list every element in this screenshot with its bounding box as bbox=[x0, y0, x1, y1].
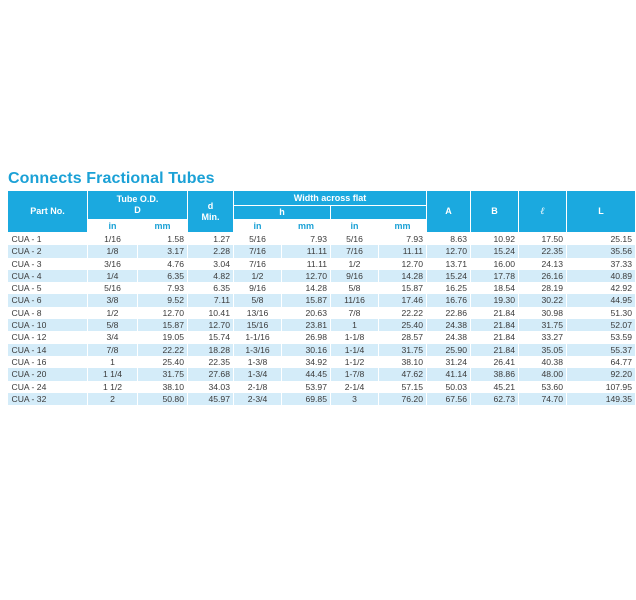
table-header bbox=[8, 191, 636, 233]
cell-H-in: 3 bbox=[331, 393, 379, 405]
cell-h-in: 1/2 bbox=[234, 270, 282, 282]
cell-d-min: 22.35 bbox=[188, 356, 234, 368]
cell-H-in: 5/16 bbox=[331, 233, 379, 246]
cell-h-mm: 14.28 bbox=[282, 282, 331, 294]
cell-b: 17.78 bbox=[471, 270, 519, 282]
cell-l-big: 107.95 bbox=[567, 381, 636, 393]
cell-d-min: 18.28 bbox=[188, 344, 234, 356]
header-tube-od-label: Tube O.D. bbox=[116, 194, 159, 204]
cell-b: 26.41 bbox=[471, 356, 519, 368]
cell-l-big: 40.89 bbox=[567, 270, 636, 282]
header-in: in bbox=[234, 220, 282, 233]
cell-tube-od-in: 1 1/2 bbox=[88, 381, 138, 393]
cell-H-in: 1-1/4 bbox=[331, 344, 379, 356]
cell-part-no: CUA - 16 bbox=[8, 356, 88, 368]
spec-table bbox=[7, 190, 636, 405]
cell-H-mm: 25.40 bbox=[379, 319, 427, 331]
cell-l-small: 30.98 bbox=[519, 307, 567, 319]
cell-h-in: 5/16 bbox=[234, 233, 282, 246]
header-part-no: Part No. bbox=[8, 191, 88, 233]
cell-b: 10.92 bbox=[471, 233, 519, 246]
cell-h-in: 7/16 bbox=[234, 245, 282, 257]
table-row bbox=[8, 245, 636, 257]
cell-l-big: 64.77 bbox=[567, 356, 636, 368]
cell-tube-od-in: 1 bbox=[88, 356, 138, 368]
cell-h-mm: 7.93 bbox=[282, 233, 331, 246]
cell-part-no: CUA - 32 bbox=[8, 393, 88, 405]
cell-b: 21.84 bbox=[471, 344, 519, 356]
cell-H-mm: 76.20 bbox=[379, 393, 427, 405]
header-tube-od bbox=[88, 191, 188, 220]
cell-H-mm: 14.28 bbox=[379, 270, 427, 282]
cell-H-in: 1 bbox=[331, 319, 379, 331]
cell-l-big: 35.56 bbox=[567, 245, 636, 257]
cell-H-mm: 17.46 bbox=[379, 294, 427, 306]
cell-a: 31.24 bbox=[427, 356, 471, 368]
cell-l-small: 48.00 bbox=[519, 368, 567, 380]
cell-tube-od-mm: 19.05 bbox=[138, 331, 188, 343]
cell-tube-od-in: 3/16 bbox=[88, 258, 138, 270]
cell-d-min: 3.04 bbox=[188, 258, 234, 270]
header-d-min bbox=[188, 191, 234, 233]
header-d-symbol: d bbox=[207, 200, 214, 211]
cell-H-mm: 57.15 bbox=[379, 381, 427, 393]
table-row bbox=[8, 319, 636, 331]
cell-tube-od-in: 5/16 bbox=[88, 282, 138, 294]
cell-d-min: 1.27 bbox=[188, 233, 234, 246]
cell-d-min: 12.70 bbox=[188, 319, 234, 331]
cell-h-in: 2-1/8 bbox=[234, 381, 282, 393]
table-row bbox=[8, 270, 636, 282]
cell-tube-od-in: 1/4 bbox=[88, 270, 138, 282]
table-row bbox=[8, 282, 636, 294]
cell-l-small: 28.19 bbox=[519, 282, 567, 294]
table-row bbox=[8, 331, 636, 343]
cell-b: 15.24 bbox=[471, 245, 519, 257]
cell-H-mm: 12.70 bbox=[379, 258, 427, 270]
header-l-small: ℓ bbox=[519, 191, 567, 233]
cell-d-min: 15.74 bbox=[188, 331, 234, 343]
cell-l-small: 35.05 bbox=[519, 344, 567, 356]
cell-d-min: 45.97 bbox=[188, 393, 234, 405]
cell-l-big: 55.37 bbox=[567, 344, 636, 356]
cell-h-mm: 69.85 bbox=[282, 393, 331, 405]
cell-part-no: CUA - 4 bbox=[8, 270, 88, 282]
cell-h-mm: 20.63 bbox=[282, 307, 331, 319]
cell-a: 24.38 bbox=[427, 331, 471, 343]
cell-H-mm: 7.93 bbox=[379, 233, 427, 246]
cell-h-in: 9/16 bbox=[234, 282, 282, 294]
cell-a: 16.25 bbox=[427, 282, 471, 294]
cell-l-big: 53.59 bbox=[567, 331, 636, 343]
table-row bbox=[8, 381, 636, 393]
cell-b: 19.30 bbox=[471, 294, 519, 306]
cell-l-big: 37.33 bbox=[567, 258, 636, 270]
table-row bbox=[8, 393, 636, 405]
cell-h-in: 2-3/4 bbox=[234, 393, 282, 405]
cell-tube-od-mm: 6.35 bbox=[138, 270, 188, 282]
cell-tube-od-mm: 50.80 bbox=[138, 393, 188, 405]
cell-h-mm: 15.87 bbox=[282, 294, 331, 306]
cell-part-no: CUA - 1 bbox=[8, 233, 88, 246]
cell-l-small: 74.70 bbox=[519, 393, 567, 405]
cell-part-no: CUA - 10 bbox=[8, 319, 88, 331]
cell-l-big: 42.92 bbox=[567, 282, 636, 294]
cell-H-mm: 28.57 bbox=[379, 331, 427, 343]
cell-H-mm: 11.11 bbox=[379, 245, 427, 257]
cell-a: 15.24 bbox=[427, 270, 471, 282]
cell-b: 45.21 bbox=[471, 381, 519, 393]
cell-part-no: CUA - 5 bbox=[8, 282, 88, 294]
cell-H-in: 1/2 bbox=[331, 258, 379, 270]
cell-part-no: CUA - 24 bbox=[8, 381, 88, 393]
cell-part-no: CUA - 3 bbox=[8, 258, 88, 270]
cell-l-big: 52.07 bbox=[567, 319, 636, 331]
cell-h-in: 13/16 bbox=[234, 307, 282, 319]
cell-H-mm: 47.62 bbox=[379, 368, 427, 380]
cell-l-big: 149.35 bbox=[567, 393, 636, 405]
cell-d-min: 2.28 bbox=[188, 245, 234, 257]
cell-a: 13.71 bbox=[427, 258, 471, 270]
cell-a: 12.70 bbox=[427, 245, 471, 257]
cell-tube-od-in: 3/4 bbox=[88, 331, 138, 343]
cell-h-mm: 34.92 bbox=[282, 356, 331, 368]
cell-b: 21.84 bbox=[471, 307, 519, 319]
cell-h-in: 1-3/8 bbox=[234, 356, 282, 368]
cell-H-in: 7/16 bbox=[331, 245, 379, 257]
table-row bbox=[8, 307, 636, 319]
header-h-small: h bbox=[234, 206, 331, 220]
table-body bbox=[8, 233, 636, 406]
cell-l-big: 25.15 bbox=[567, 233, 636, 246]
cell-h-mm: 53.97 bbox=[282, 381, 331, 393]
header-b: B bbox=[471, 191, 519, 233]
cell-tube-od-mm: 1.58 bbox=[138, 233, 188, 246]
table-row bbox=[8, 344, 636, 356]
table-row bbox=[8, 258, 636, 270]
cell-a: 25.90 bbox=[427, 344, 471, 356]
table-row bbox=[8, 368, 636, 380]
cell-h-in: 15/16 bbox=[234, 319, 282, 331]
cell-tube-od-in: 3/8 bbox=[88, 294, 138, 306]
cell-d-min: 34.03 bbox=[188, 381, 234, 393]
cell-tube-od-mm: 25.40 bbox=[138, 356, 188, 368]
table-row bbox=[8, 294, 636, 306]
cell-l-big: 92.20 bbox=[567, 368, 636, 380]
cell-b: 16.00 bbox=[471, 258, 519, 270]
cell-tube-od-in: 7/8 bbox=[88, 344, 138, 356]
cell-tube-od-mm: 4.76 bbox=[138, 258, 188, 270]
cell-l-big: 51.30 bbox=[567, 307, 636, 319]
header-d-min-label: Min. bbox=[201, 211, 220, 222]
cell-tube-od-mm: 7.93 bbox=[138, 282, 188, 294]
cell-h-mm: 11.11 bbox=[282, 258, 331, 270]
cell-d-min: 27.68 bbox=[188, 368, 234, 380]
cell-h-in: 1-3/16 bbox=[234, 344, 282, 356]
cell-a: 8.63 bbox=[427, 233, 471, 246]
cell-b: 21.84 bbox=[471, 319, 519, 331]
cell-part-no: CUA - 12 bbox=[8, 331, 88, 343]
cell-h-mm: 12.70 bbox=[282, 270, 331, 282]
cell-H-in: 9/16 bbox=[331, 270, 379, 282]
header-tube-od-symbol: D bbox=[134, 205, 141, 215]
cell-h-mm: 11.11 bbox=[282, 245, 331, 257]
cell-b: 62.73 bbox=[471, 393, 519, 405]
cell-tube-od-in: 5/8 bbox=[88, 319, 138, 331]
cell-b: 38.86 bbox=[471, 368, 519, 380]
cell-tube-od-mm: 9.52 bbox=[138, 294, 188, 306]
cell-h-mm: 26.98 bbox=[282, 331, 331, 343]
cell-tube-od-in: 1/2 bbox=[88, 307, 138, 319]
cell-H-in: 1-1/8 bbox=[331, 331, 379, 343]
cell-d-min: 10.41 bbox=[188, 307, 234, 319]
table-row bbox=[8, 233, 636, 246]
cell-l-small: 31.75 bbox=[519, 319, 567, 331]
cell-tube-od-mm: 12.70 bbox=[138, 307, 188, 319]
cell-tube-od-in: 1/16 bbox=[88, 233, 138, 246]
header-mm: mm bbox=[282, 220, 331, 233]
cell-part-no: CUA - 2 bbox=[8, 245, 88, 257]
cell-H-mm: 38.10 bbox=[379, 356, 427, 368]
cell-part-no: CUA - 8 bbox=[8, 307, 88, 319]
cell-a: 50.03 bbox=[427, 381, 471, 393]
cell-b: 21.84 bbox=[471, 331, 519, 343]
cell-h-mm: 30.16 bbox=[282, 344, 331, 356]
cell-tube-od-mm: 3.17 bbox=[138, 245, 188, 257]
header-a: A bbox=[427, 191, 471, 233]
header-in: in bbox=[331, 220, 379, 233]
cell-H-in: 1-7/8 bbox=[331, 368, 379, 380]
cell-l-small: 26.16 bbox=[519, 270, 567, 282]
cell-tube-od-mm: 31.75 bbox=[138, 368, 188, 380]
cell-l-small: 40.38 bbox=[519, 356, 567, 368]
page-title: Connects Fractional Tubes bbox=[8, 170, 215, 187]
cell-H-in: 7/8 bbox=[331, 307, 379, 319]
cell-a: 24.38 bbox=[427, 319, 471, 331]
cell-l-small: 22.35 bbox=[519, 245, 567, 257]
cell-tube-od-in: 1/8 bbox=[88, 245, 138, 257]
table-row bbox=[8, 356, 636, 368]
cell-tube-od-mm: 22.22 bbox=[138, 344, 188, 356]
cell-h-in: 7/16 bbox=[234, 258, 282, 270]
cell-a: 22.86 bbox=[427, 307, 471, 319]
header-l-big: L bbox=[567, 191, 636, 233]
cell-H-mm: 22.22 bbox=[379, 307, 427, 319]
cell-l-small: 24.13 bbox=[519, 258, 567, 270]
cell-l-big: 44.95 bbox=[567, 294, 636, 306]
cell-part-no: CUA - 14 bbox=[8, 344, 88, 356]
cell-a: 67.56 bbox=[427, 393, 471, 405]
cell-H-mm: 15.87 bbox=[379, 282, 427, 294]
cell-a: 41.14 bbox=[427, 368, 471, 380]
cell-tube-od-in: 1 1/4 bbox=[88, 368, 138, 380]
cell-H-in: 5/8 bbox=[331, 282, 379, 294]
cell-tube-od-in: 2 bbox=[88, 393, 138, 405]
header-in: in bbox=[88, 220, 138, 233]
cell-part-no: CUA - 20 bbox=[8, 368, 88, 380]
header-mm: mm bbox=[138, 220, 188, 233]
cell-tube-od-mm: 15.87 bbox=[138, 319, 188, 331]
cell-H-in: 2-1/4 bbox=[331, 381, 379, 393]
cell-h-mm: 44.45 bbox=[282, 368, 331, 380]
cell-H-mm: 31.75 bbox=[379, 344, 427, 356]
header-h-big bbox=[331, 206, 427, 220]
header-width-across-flat: Width across flat bbox=[234, 191, 427, 206]
cell-l-small: 53.60 bbox=[519, 381, 567, 393]
cell-tube-od-mm: 38.10 bbox=[138, 381, 188, 393]
cell-h-mm: 23.81 bbox=[282, 319, 331, 331]
cell-h-in: 5/8 bbox=[234, 294, 282, 306]
cell-part-no: CUA - 6 bbox=[8, 294, 88, 306]
cell-b: 18.54 bbox=[471, 282, 519, 294]
cell-l-small: 33.27 bbox=[519, 331, 567, 343]
cell-H-in: 11/16 bbox=[331, 294, 379, 306]
cell-d-min: 6.35 bbox=[188, 282, 234, 294]
cell-H-in: 1-1/2 bbox=[331, 356, 379, 368]
cell-l-small: 30.22 bbox=[519, 294, 567, 306]
cell-a: 16.76 bbox=[427, 294, 471, 306]
header-mm: mm bbox=[379, 220, 427, 233]
cell-d-min: 4.82 bbox=[188, 270, 234, 282]
cell-h-in: 1-3/4 bbox=[234, 368, 282, 380]
cell-d-min: 7.11 bbox=[188, 294, 234, 306]
cell-h-in: 1-1/16 bbox=[234, 331, 282, 343]
cell-l-small: 17.50 bbox=[519, 233, 567, 246]
